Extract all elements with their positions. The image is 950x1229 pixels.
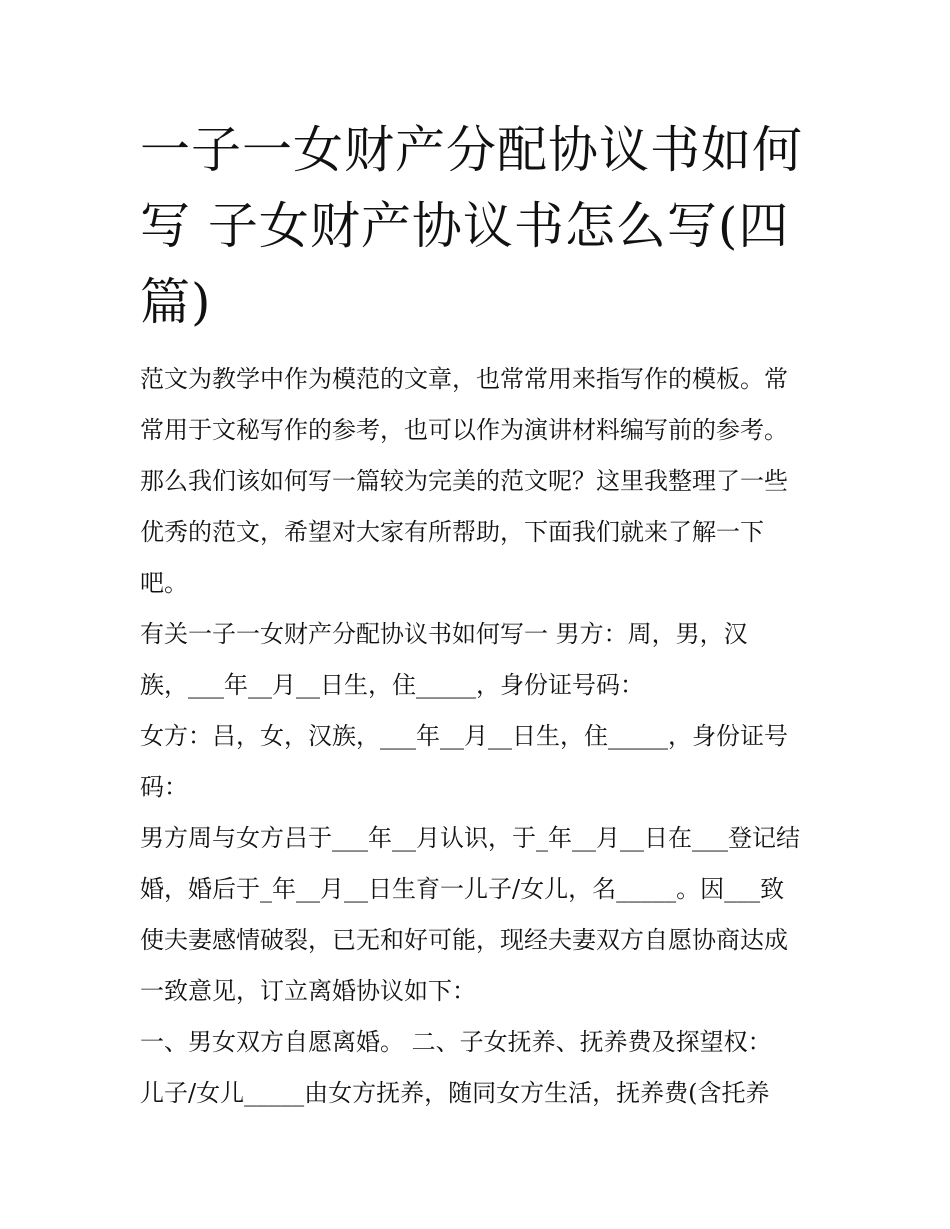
- body-line: 常用于文秘写作的参考，也可以作为演讲材料编写前的参考。: [140, 416, 788, 444]
- body-line: 族，___年__月__日生，住_____，身份证号码：: [140, 671, 644, 699]
- body-line: 有关一子一女财产分配协议书如何写一 男方：周，男，汉: [140, 620, 748, 648]
- body-line: 一、男女双方自愿离婚。 二、子女抚养、抚养费及探望权：: [140, 1028, 772, 1056]
- body-line: 一致意见，订立离婚协议如下：: [140, 977, 476, 1005]
- body-line: 优秀的范文，希望对大家有所帮助，下面我们就来了解一下: [140, 518, 764, 546]
- body-line: 范文为教学中作为模范的文章，也常常用来指写作的模板。常: [140, 365, 788, 393]
- body-line: 儿子/女儿_____由女方抚养，随同女方生活，抚养费(含托养: [140, 1079, 770, 1107]
- body-line: 码：: [140, 773, 188, 801]
- document-body: [140, 354, 830, 1119]
- body-line: 那么我们该如何写一篇较为完美的范文呢？这里我整理了一些: [140, 467, 788, 495]
- body-line: 使夫妻感情破裂，已无和好可能，现经夫妻双方自愿协商达成: [140, 926, 788, 954]
- title-line: 一子一女财产分配协议书如何: [140, 121, 803, 179]
- body-line: 吧。: [140, 569, 188, 597]
- title-line: 写 子女财产协议书怎么写(四: [140, 197, 790, 255]
- body-line: 婚，婚后于_年__月__日生育一儿子/女儿，名_____。因___致: [140, 875, 785, 903]
- document-title: [140, 112, 820, 340]
- title-line: 篇): [140, 273, 212, 331]
- body-line: 男方周与女方吕于___年__月认识，于_年__月__日在___登记结: [140, 824, 800, 852]
- body-line: 女方：吕，女，汉族，___年__月__日生，住_____，身份证号: [140, 722, 788, 750]
